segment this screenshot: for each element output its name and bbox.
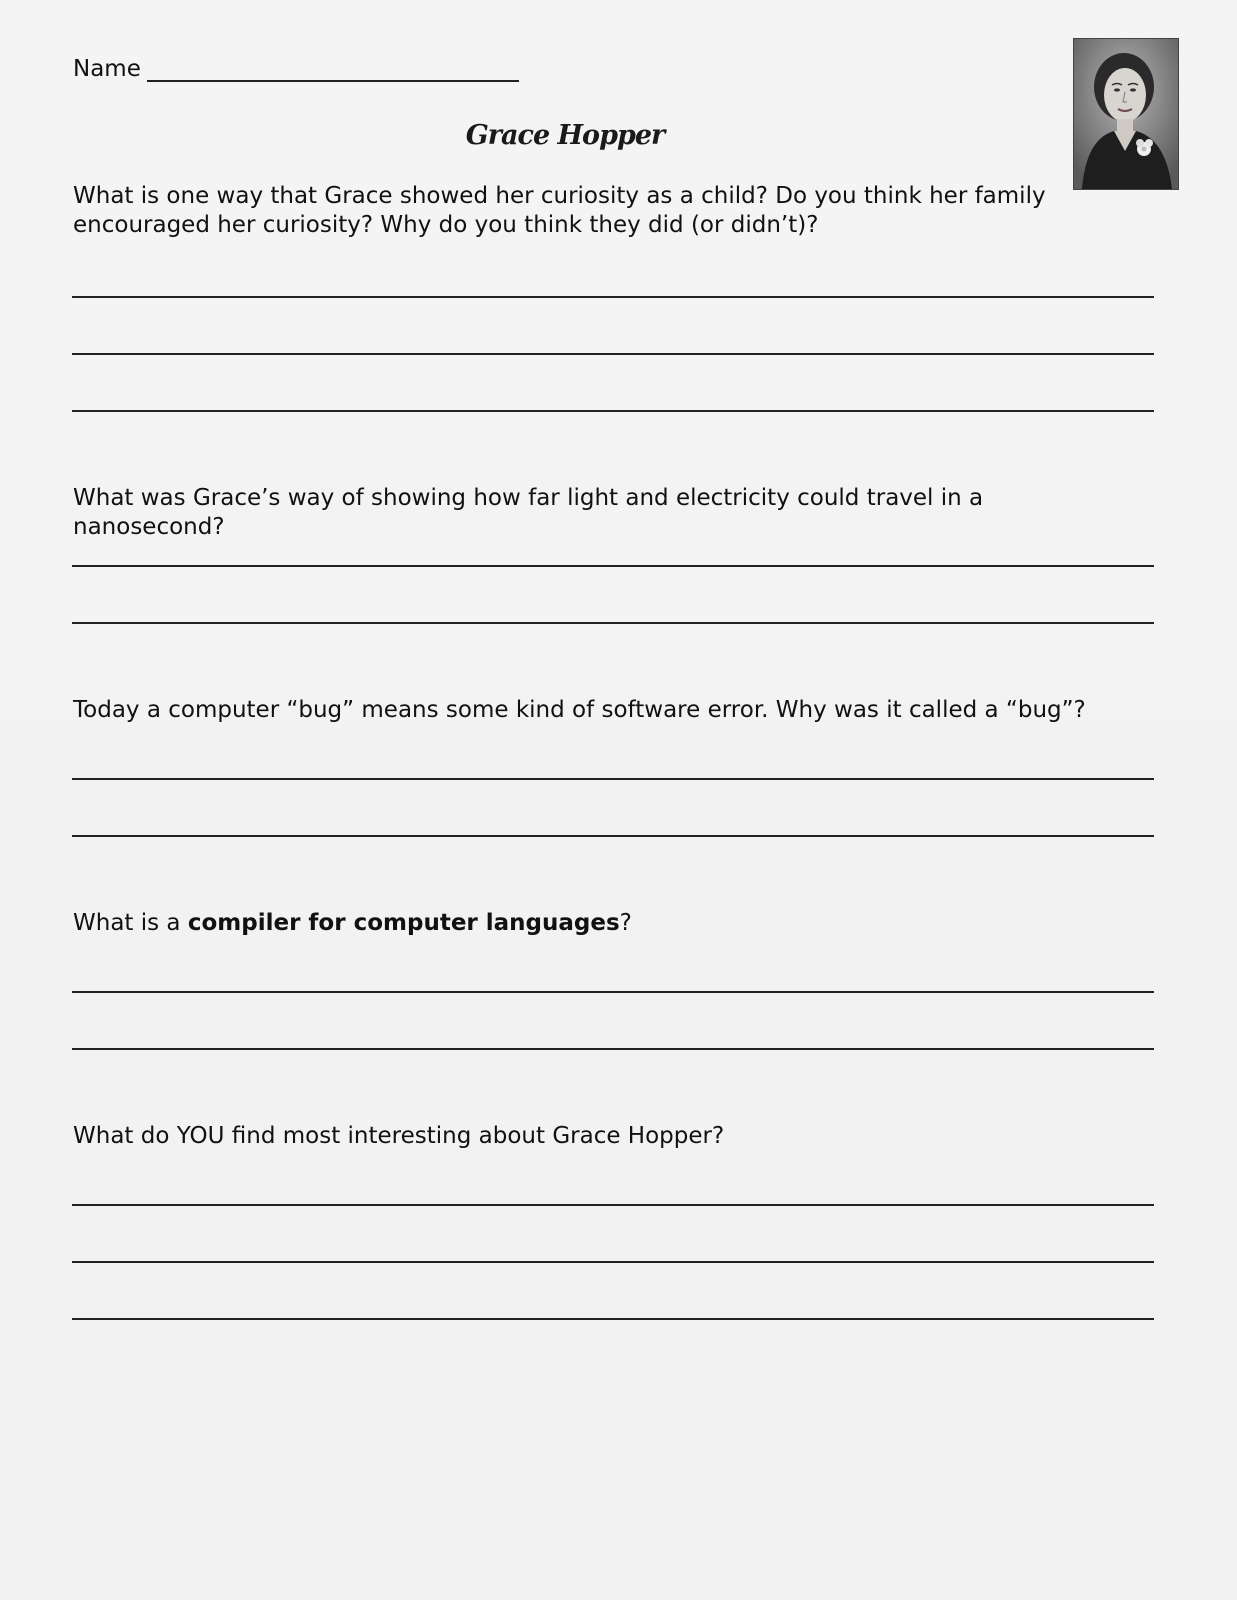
answer-line-4b[interactable] [72,1048,1154,1050]
answer-line-1b[interactable] [72,353,1154,355]
question-2: What was Grace’s way of showing how far light and electricity could travel in a nanosecond? [73,485,984,540]
answer-line-2b[interactable] [72,622,1154,624]
answer-line-5c[interactable] [72,1318,1154,1320]
question-4-start: What is a [73,910,188,936]
portrait-photo [1073,38,1179,190]
name-input-line[interactable] [147,58,519,82]
question-5: What do YOU find most interesting about Grace Hopper? [73,1123,725,1149]
page-title: Grace Hopper [465,120,665,151]
question-4-end: ? [619,910,632,936]
question-4-bold-term: compiler for computer languages [187,910,620,936]
answer-line-4a[interactable] [72,991,1154,993]
question-3: Today a computer “bug” means some kind of software error. Why was it called a “bug”? [73,697,1086,723]
answer-line-1c[interactable] [72,410,1154,412]
answer-line-2a[interactable] [72,565,1154,567]
name-row [73,56,519,82]
name-label: Name [73,56,141,82]
answer-line-3b[interactable] [72,835,1154,837]
answer-line-5b[interactable] [72,1261,1154,1263]
question-4 [73,909,1133,938]
question-1: What is one way that Grace showed her curiosity as a child? Do you think her family encouraged her curiosity? Why do you think they did (or didn’t)? [73,183,1046,238]
portrait-icon [1074,39,1178,189]
answer-line-1a[interactable] [72,296,1154,298]
answer-line-3a[interactable] [72,778,1154,780]
answer-line-5a[interactable] [72,1204,1154,1206]
